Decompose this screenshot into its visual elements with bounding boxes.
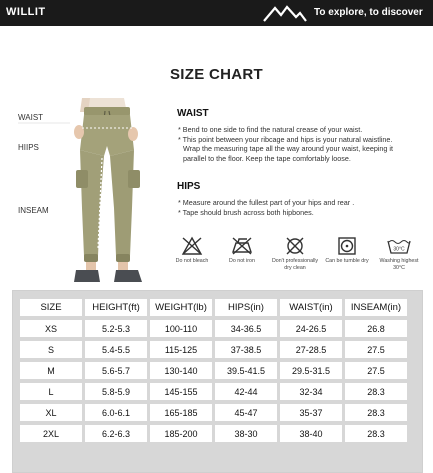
waist-instructions bbox=[178, 125, 428, 163]
column-header: HEIGHT(ft) bbox=[85, 299, 147, 316]
mountain-logo-icon bbox=[262, 2, 308, 24]
table-row bbox=[20, 341, 407, 358]
brand-header-bar bbox=[0, 0, 433, 26]
label-leader-lines bbox=[14, 120, 74, 220]
table-cell: 115-125 bbox=[150, 341, 212, 358]
wash-temp-text: 30°C bbox=[393, 246, 405, 253]
table-cell: 45-47 bbox=[215, 404, 277, 421]
care-label: Don't professionally dry clean bbox=[271, 258, 319, 271]
table-cell: 39.5-41.5 bbox=[215, 362, 277, 379]
table-cell: 27.5 bbox=[345, 362, 407, 379]
table-cell: 35-37 bbox=[280, 404, 342, 421]
column-header: INSEAM(in) bbox=[345, 299, 407, 316]
table-cell: 165-185 bbox=[150, 404, 212, 421]
waist-heading: WAIST bbox=[177, 108, 209, 119]
table-cell: 6.2-6.3 bbox=[85, 425, 147, 442]
table-cell: 27.5 bbox=[345, 341, 407, 358]
waist-line: Wrap the measuring tape all the way around your waist, keeping it bbox=[183, 144, 394, 153]
hips-label: HIIPS bbox=[18, 143, 39, 152]
column-header: SIZE bbox=[20, 299, 82, 316]
table-cell: 37-38.5 bbox=[215, 341, 277, 358]
inseam-label: INSEAM bbox=[18, 206, 49, 215]
table-cell: 5.4-5.5 bbox=[85, 341, 147, 358]
page-title: SIZE CHART bbox=[170, 66, 263, 83]
hips-instructions bbox=[178, 198, 428, 217]
column-header: HIPS(in) bbox=[215, 299, 277, 316]
table-cell: M bbox=[20, 362, 82, 379]
no-dry-clean-icon bbox=[284, 236, 306, 256]
table-row bbox=[20, 404, 407, 421]
care-item-wash bbox=[374, 236, 424, 271]
care-item-dry-clean bbox=[270, 236, 320, 271]
care-item-iron bbox=[217, 236, 267, 265]
table-cell: 145-155 bbox=[150, 383, 212, 400]
size-table-panel bbox=[12, 290, 423, 473]
table-cell: 26.8 bbox=[345, 320, 407, 337]
size-table bbox=[17, 295, 410, 446]
table-row bbox=[20, 425, 407, 442]
care-item-tumble bbox=[322, 236, 372, 265]
table-cell: 185-200 bbox=[150, 425, 212, 442]
table-cell: 5.6-5.7 bbox=[85, 362, 147, 379]
table-cell: 29.5-31.5 bbox=[280, 362, 342, 379]
table-cell: 28.3 bbox=[345, 425, 407, 442]
column-header: WAIST(in) bbox=[280, 299, 342, 316]
table-cell: XL bbox=[20, 404, 82, 421]
care-label: Washing highest 30°C bbox=[379, 258, 419, 271]
table-cell: 32-34 bbox=[280, 383, 342, 400]
hips-line: * Tape should brush across both hipbones. bbox=[178, 207, 314, 217]
table-cell: 5.8-5.9 bbox=[85, 383, 147, 400]
table-cell: S bbox=[20, 341, 82, 358]
table-cell: 6.0-6.1 bbox=[85, 404, 147, 421]
table-cell: 2XL bbox=[20, 425, 82, 442]
care-label: Do not bleach bbox=[175, 258, 209, 264]
waist-line: parallel to the floor. Keep the tape comfortably loose. bbox=[183, 153, 351, 163]
care-label: Do not iron bbox=[229, 258, 255, 264]
table-cell: 130-140 bbox=[150, 362, 212, 379]
table-header-row bbox=[20, 299, 407, 316]
table-row bbox=[20, 383, 407, 400]
brand-tagline: To explore, to discover bbox=[314, 7, 423, 18]
model-pants-image bbox=[62, 98, 152, 290]
table-row bbox=[20, 320, 407, 337]
waist-line: * This point between your ribcage and hips is your natural waistline. bbox=[178, 134, 393, 144]
hips-heading: HIPS bbox=[177, 181, 201, 192]
table-cell: 27-28.5 bbox=[280, 341, 342, 358]
table-cell: L bbox=[20, 383, 82, 400]
hips-line: * Measure around the fullest part of your hips and rear . bbox=[178, 198, 355, 207]
do-not-iron-icon bbox=[230, 236, 254, 256]
care-label: Can be tumble dry bbox=[325, 258, 369, 264]
waist-label: WAIST bbox=[18, 113, 44, 122]
table-cell: 5.2-5.3 bbox=[85, 320, 147, 337]
table-cell: 38-30 bbox=[215, 425, 277, 442]
table-cell: 34-36.5 bbox=[215, 320, 277, 337]
table-cell: 100-110 bbox=[150, 320, 212, 337]
table-cell: 28.3 bbox=[345, 404, 407, 421]
care-item-bleach bbox=[167, 236, 217, 265]
waist-line: * Bend to one side to find the natural crease of your waist. bbox=[178, 125, 363, 134]
table-cell: 24-26.5 bbox=[280, 320, 342, 337]
column-header: WEIGHT(lb) bbox=[150, 299, 212, 316]
tumble-dry-icon bbox=[337, 236, 357, 256]
table-cell: XS bbox=[20, 320, 82, 337]
table-cell: 42-44 bbox=[215, 383, 277, 400]
table-row bbox=[20, 362, 407, 379]
do-not-bleach-icon bbox=[181, 236, 203, 256]
table-cell: 28.3 bbox=[345, 383, 407, 400]
table-cell: 38-40 bbox=[280, 425, 342, 442]
wash-30-icon bbox=[386, 236, 412, 256]
brand-logo: WILLIT bbox=[6, 6, 46, 18]
